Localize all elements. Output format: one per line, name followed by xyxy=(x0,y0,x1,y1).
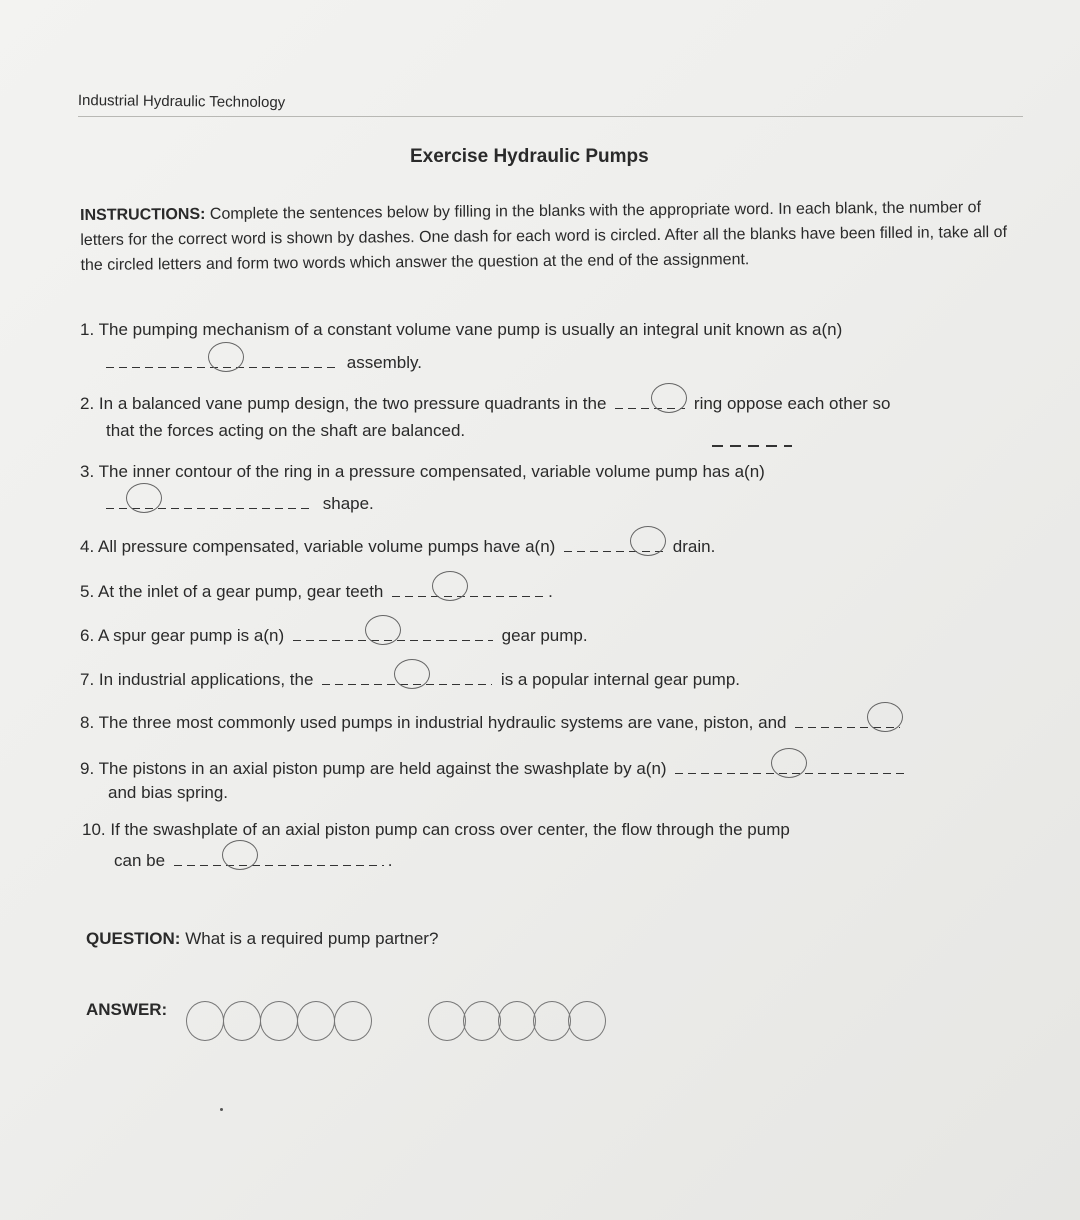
question-label: QUESTION: xyxy=(86,929,181,948)
answer-letter-circle[interactable] xyxy=(428,1001,466,1041)
instructions-paragraph xyxy=(80,195,1016,278)
circled-letter xyxy=(630,526,666,556)
question-9-line-2 xyxy=(108,783,228,803)
page-title: Exercise Hydraulic Pumps xyxy=(410,146,649,167)
question-1-line-2 xyxy=(106,353,422,373)
question-4 xyxy=(80,537,715,557)
answer-blank[interactable] xyxy=(174,856,384,866)
circled-letter xyxy=(208,342,244,372)
question-number: 9. xyxy=(80,759,95,778)
question-number: 7. xyxy=(80,670,95,689)
question-text-after: assembly. xyxy=(346,353,422,372)
instructions-label: INSTRUCTIONS: xyxy=(80,205,206,224)
answer-blank[interactable] xyxy=(615,399,685,409)
circled-letter xyxy=(867,702,903,732)
circled-letter xyxy=(771,748,807,778)
answer-label: ANSWER: xyxy=(86,1000,168,1019)
answer-letter-circle[interactable] xyxy=(334,1001,372,1041)
question-text: The pistons in an axial piston pump are held against the swashplate by a(n) xyxy=(98,759,667,778)
circled-letter xyxy=(222,840,258,870)
question-text-after: shape. xyxy=(322,494,374,513)
question-text-after: drain. xyxy=(672,537,716,556)
question-number: 3. xyxy=(80,462,95,481)
circled-letter xyxy=(651,383,687,413)
answer-blank[interactable] xyxy=(322,675,492,685)
question-prompt: What is a required pump partner? xyxy=(185,929,439,948)
question-number: 6. xyxy=(80,626,95,645)
question-number: 8. xyxy=(80,713,95,732)
question-10-line-2 xyxy=(114,851,393,871)
instructions-text: Complete the sentences below by filling in the blanks with the appropriate word. In each blank, the number of letters for the correct word is shown by dashes. One dash for each word is circled. After all the blanks have been filled in, take all of the circled letters and form two words which answer the question at the end of the assignment. xyxy=(80,199,1008,274)
answer-letter-circle[interactable] xyxy=(463,1001,501,1041)
pen-mark xyxy=(220,1108,223,1111)
answer-blank[interactable] xyxy=(106,499,314,509)
answer-blank[interactable] xyxy=(293,631,493,641)
question-text-after: . xyxy=(387,851,393,870)
question-text: The pumping mechanism of a constant volume vane pump is usually an integral unit known as a(n) xyxy=(98,320,843,339)
stray-dashes xyxy=(712,445,792,447)
answer-letter-circle[interactable] xyxy=(186,1001,224,1041)
question-text-after: gear pump. xyxy=(501,626,588,645)
answer-letter-circle[interactable] xyxy=(297,1001,335,1041)
final-question xyxy=(86,929,438,949)
answer-blank[interactable] xyxy=(392,587,544,597)
course-header: Industrial Hydraulic Technology xyxy=(77,92,286,112)
question-text: A spur gear pump is a(n) xyxy=(97,626,285,645)
question-text-cont: and bias spring. xyxy=(108,783,229,802)
question-text: The three most commonly used pumps in industrial hydraulic systems are vane, piston, and xyxy=(98,713,787,732)
question-text-after: . xyxy=(548,582,553,601)
question-text-after: is a popular internal gear pump. xyxy=(500,670,741,689)
answer-letter-circle[interactable] xyxy=(533,1001,571,1041)
answer-blank[interactable] xyxy=(106,358,338,368)
question-2 xyxy=(80,394,891,414)
answer-letter-circle[interactable] xyxy=(260,1001,298,1041)
question-text: If the swashplate of an axial piston pump can cross over center, the flow through the pump xyxy=(110,820,790,839)
question-1 xyxy=(80,320,842,340)
answer-blank[interactable] xyxy=(564,542,664,552)
circled-letter xyxy=(126,483,162,513)
question-text-cont: that the forces acting on the shaft are balanced. xyxy=(106,421,466,440)
question-5 xyxy=(80,582,553,602)
question-3 xyxy=(80,462,765,482)
question-text: In industrial applications, the xyxy=(98,670,314,689)
question-number: 4. xyxy=(80,537,95,556)
header-divider xyxy=(78,116,1023,117)
question-number: 1. xyxy=(80,320,95,339)
circled-letter xyxy=(394,659,430,689)
question-number: 2. xyxy=(80,394,95,413)
question-10 xyxy=(82,820,790,840)
question-7 xyxy=(80,670,740,690)
question-text-after: ring oppose each other so xyxy=(693,394,891,413)
question-3-line-2 xyxy=(106,494,374,514)
answer-letter-circle[interactable] xyxy=(223,1001,261,1041)
question-6 xyxy=(80,626,588,646)
answer-blank[interactable] xyxy=(795,718,900,728)
question-text-cont: can be xyxy=(114,851,166,870)
question-number: 10. xyxy=(82,820,106,839)
answer-row xyxy=(86,1000,167,1020)
question-text: The inner contour of the ring in a pressure compensated, variable volume pump has a(n) xyxy=(98,462,765,481)
answer-letter-circle[interactable] xyxy=(498,1001,536,1041)
question-text: At the inlet of a gear pump, gear teeth xyxy=(97,582,384,601)
question-9 xyxy=(80,759,911,779)
answer-blank[interactable] xyxy=(675,764,907,774)
circled-letter xyxy=(365,615,401,645)
question-2-line-2 xyxy=(106,421,465,441)
circled-letter xyxy=(432,571,468,601)
answer-letter-circle[interactable] xyxy=(568,1001,606,1041)
question-8 xyxy=(80,713,904,733)
question-text: All pressure compensated, variable volume pumps have a(n) xyxy=(97,537,556,556)
question-text: In a balanced vane pump design, the two pressure quadrants in the xyxy=(98,394,607,413)
question-number: 5. xyxy=(80,582,95,601)
